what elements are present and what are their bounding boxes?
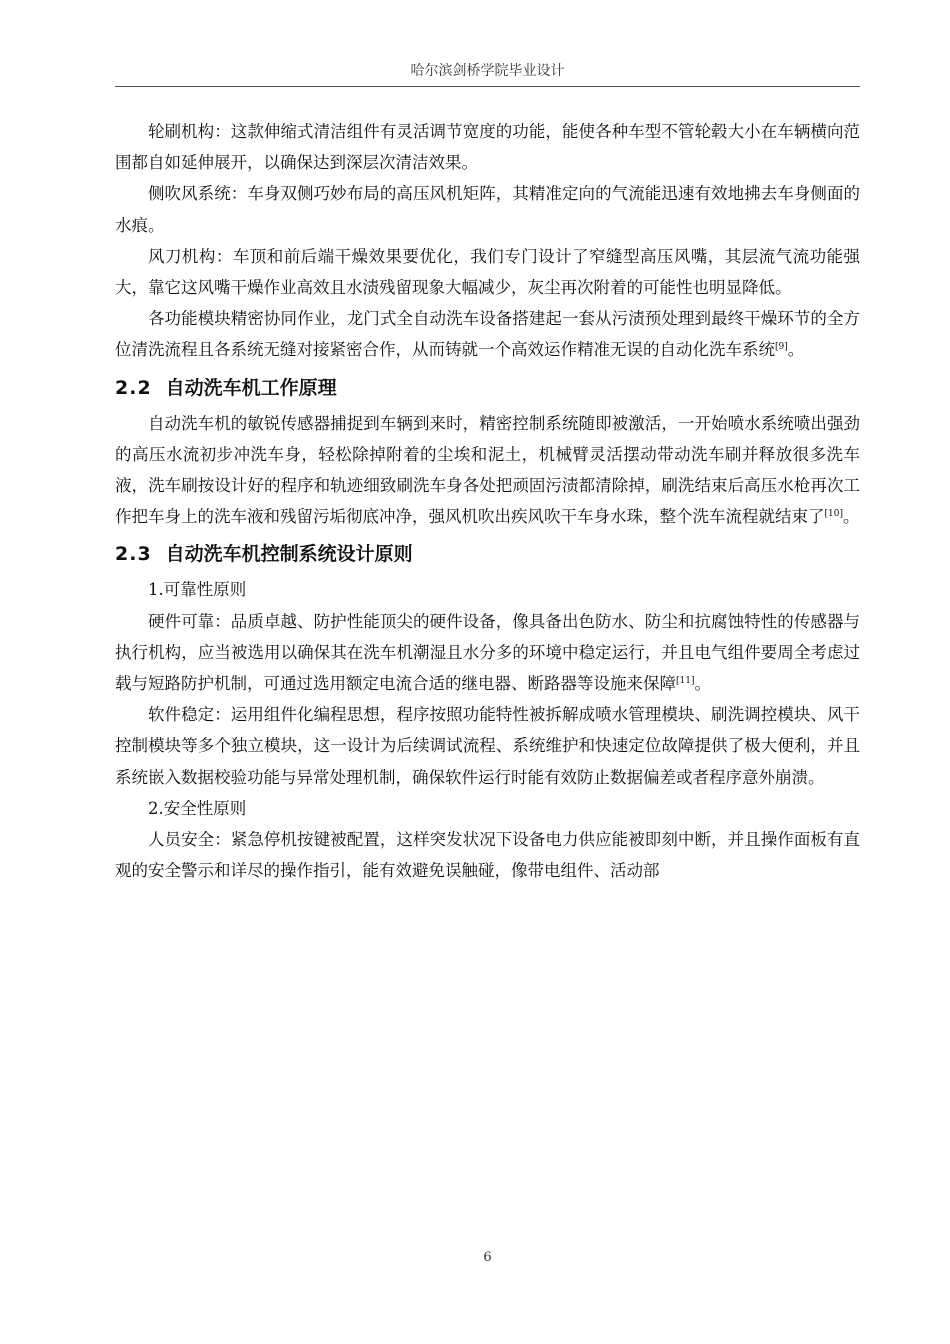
citation-ref: [11]: [676, 676, 695, 687]
section-heading-2-3: [115, 532, 860, 574]
page-number: 6: [483, 1250, 492, 1265]
citation-ref: [9]: [775, 342, 788, 353]
paragraph-software-stability: 软件稳定：运用组件化编程思想，程序按照功能特性被拆解成喷水管理模块、刷洗调控模块、风干控制模块等多个独立模块，这一设计为后续调试流程、系统维护和快速定位故障提供了极大便利，并且系统嵌入数据校验功能与异常处理机制，确保软件运行时能有效防止数据偏差或者程序意外崩溃。: [115, 705, 860, 787]
paragraph-end: 。: [787, 340, 805, 360]
section-title: 自动洗车机工作原理: [165, 376, 337, 399]
page-body: [115, 116, 860, 886]
subheading-reliability: 1.可靠性原则: [148, 580, 247, 600]
subheading-safety: 2.安全性原则: [148, 798, 247, 818]
section-heading-2-2: [115, 366, 860, 408]
paragraph-wheel-brush: 轮刷机构：这款伸缩式清洁组件有灵活调节宽度的功能，能使各种车型不管轮毂大小在车辆横向范围都自如延伸展开，以确保达到深层次清洁效果。: [115, 122, 860, 173]
section-title: 自动洗车机控制系统设计原则: [165, 543, 413, 566]
paragraph-end: 。: [842, 507, 860, 527]
header-divider: [115, 86, 860, 87]
section-number: 2.2: [115, 376, 152, 399]
paragraph-text: 自动洗车机的敏锐传感器捕捉到车辆到来时，精密控制系统随即被激活，一开始喷水系统喷出强劲的高压水流初步冲洗车身，轻松除掉附着的尘埃和泥土，机械臂灵活摆动带动洗车刷并释放很多洗车液，洗车刷按设计好的程序和轨迹细致刷洗车身各处把顽固污渍都清除掉，刷洗结束后高压水枪再次工作把车身上的洗车液和残留污垢彻底冲净，强风机吹出疾风吹干车身水珠，整个洗车流程就结束了: [115, 413, 860, 527]
paragraph-text: 硬件可靠：品质卓越、防护性能顶尖的硬件设备，像具备出色防水、防尘和抗腐蚀特性的传感器与执行机构，应当被选用以确保其在洗车机潮湿且水分多的环境中稳定运行，并且电气组件要周全考虑过载与短路防护机制，可通过选用额定电流合适的继电器、断路器等设施来保障: [115, 611, 860, 694]
page-header: 哈尔滨剑桥学院毕业设计: [410, 63, 565, 79]
paragraph-hardware-reliability: [115, 606, 860, 700]
citation-ref: [10]: [824, 509, 843, 520]
paragraph-text: 各功能模块精密协同作业，龙门式全自动洗车设备搭建起一套从污渍预处理到最终干燥环节的全方位清洗流程且各系统无缝对接紧密合作，从而铸就一个高效运作精准无误的自动化洗车系统: [115, 309, 860, 360]
paragraph-personnel-safety: 人员安全：紧急停机按键被配置，这样突发状况下设备电力供应能被即刻中断，并且操作面板有直观的安全警示和详尽的操作指引，能有效避免误触碰，像带电组件、活动部: [115, 830, 860, 881]
paragraph-side-blower: 侧吹风系统：车身双侧巧妙布局的高压风机矩阵，其精准定向的气流能迅速有效地拂去车身侧面的水痕。: [115, 184, 860, 235]
paragraph-working-principle: [115, 408, 860, 533]
paragraph-air-knife: 风刀机构：车顶和前后端干燥效果要优化，我们专门设计了窄缝型高压风嘴，其层流气流功能强大，靠它这风嘴干燥作业高效且水渍残留现象大幅减少，灰尘再次附着的可能性也明显降低。: [115, 246, 860, 298]
paragraph-module-cooperation: [115, 303, 860, 365]
paragraph-end: 。: [694, 674, 711, 694]
section-number: 2.3: [115, 543, 152, 566]
